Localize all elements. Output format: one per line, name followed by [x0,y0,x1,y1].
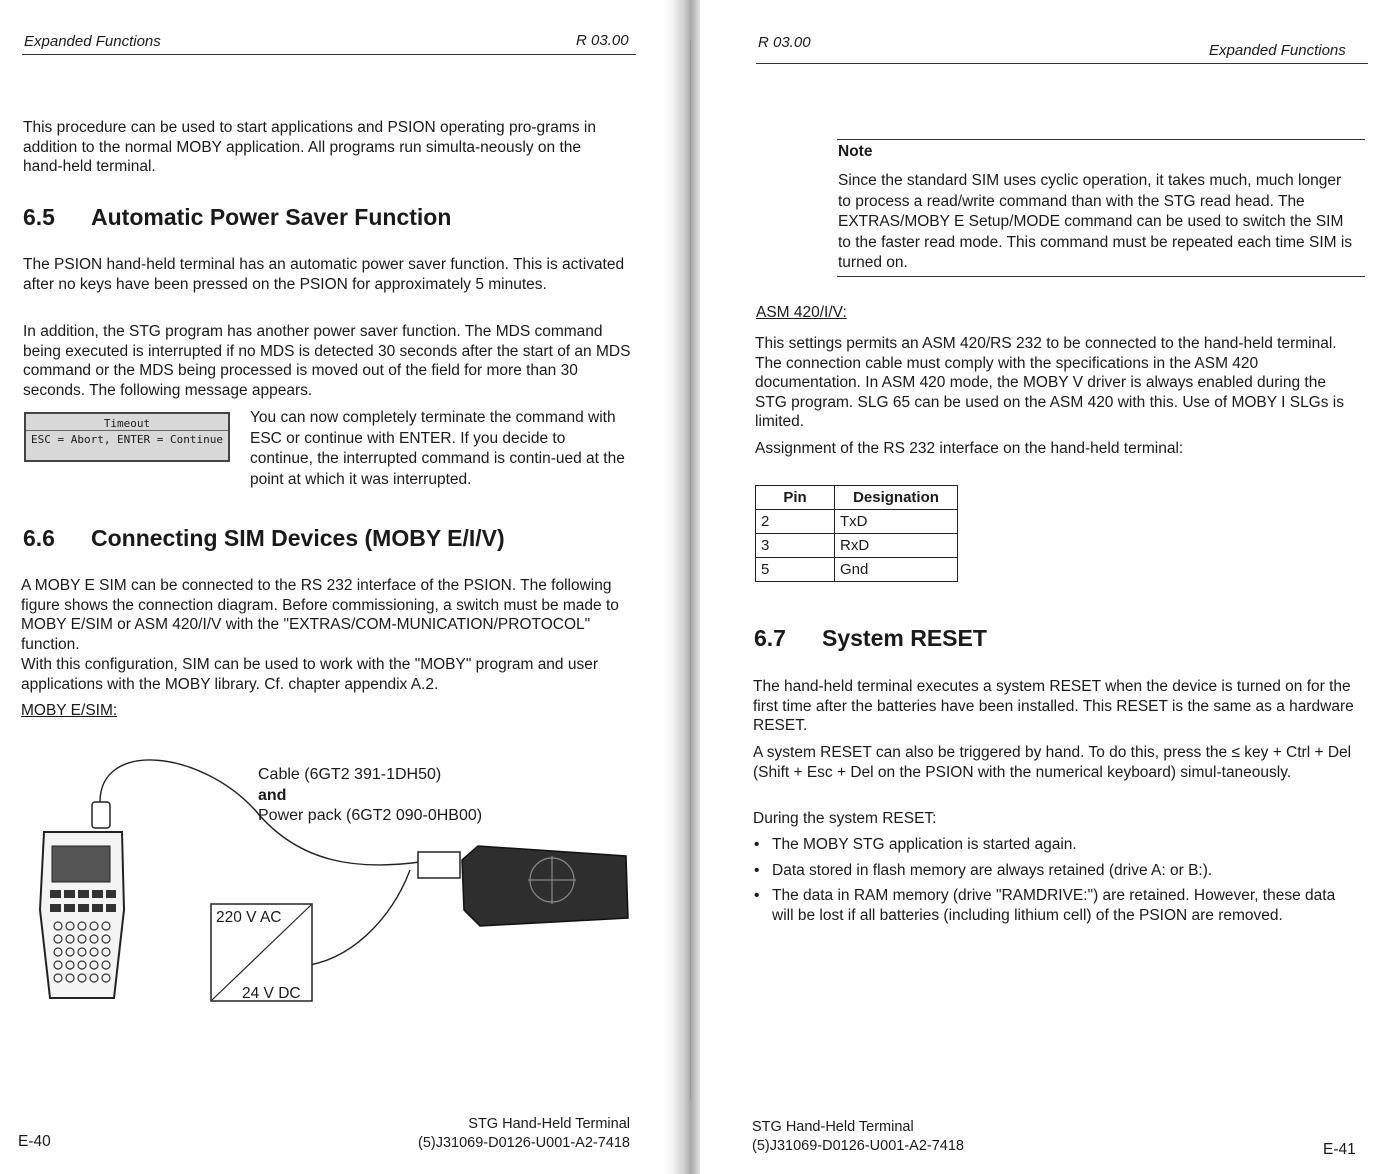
power-cable-line [310,870,410,965]
figure-callout [258,765,482,827]
left-page-number: E-40 [18,1133,51,1150]
table-row [756,534,958,558]
right-footer-line-1: STG Hand-Held Terminal [752,1119,914,1135]
left-header-title: Expanded Functions [24,33,161,50]
section-number: 6.5 [23,204,55,230]
power-saver-paragraph-3: You can now completely terminate the command with ESC or continue with ENTER. If you decide to continue, the interrupted command is contin-ued at the point at which it was interrupted. [250,409,625,488]
left-footer-line-1: STG Hand-Held Terminal [468,1116,630,1132]
handheld-terminal-icon [40,832,124,998]
right-page-number: E-41 [1323,1141,1356,1158]
right-page [700,0,1392,1174]
timeout-message-box [24,412,230,462]
section-title: Automatic Power Saver Function [91,204,452,230]
table-cell: TxD [835,510,958,534]
left-header-rule [22,54,636,55]
book-gutter-line [690,40,691,1100]
intro-paragraph: This procedure can be used to start applications and PSION operating pro-grams in addition to the normal MOBY application. All programs run simulta-neously on the hand-held terminal. [23,119,596,175]
reset-paragraph-2: A system RESET can also be triggered by hand. To do this, press the ≤ key + Ctrl + Del (Shift + Esc + Del on the PSION with the numerical keyboard) simul-taneously. [753,744,1352,781]
sim-connector [418,852,460,878]
table-header-pin: Pin [756,486,835,510]
power-saver-paragraph-1: The PSION hand-held terminal has an automatic power saver function. This is activated after no keys have been pressed on the PSION for approximately 5 minutes. [23,256,625,293]
section-6-7-heading [754,625,987,652]
right-footer-line-2: (5)J31069-D0126-U001-A2-7418 [752,1138,964,1154]
sim-paragraph-1: A MOBY E SIM can be connected to the RS 232 interface of the PSION. The following figure shows the connection diagram. Before commissioning, a switch must be made to MOBY E/SIM or ASM 420/I/V with the "EXTRAS/COM-MUNICATION/PROTOCOL" function. [21,577,619,653]
section-title: Connecting SIM Devices (MOBY E/I/V) [91,525,505,551]
list-item: • The data in RAM memory (drive "RAMDRIVE:") are retained. However, these data will be lost if all batteries (including lithium cell) of the PSION are removed. [753,886,1355,925]
power-pack-label: Power pack (6GT2 090-0HB00) [258,807,483,824]
left-footer [392,1115,630,1153]
moby-e-sim-subheading: MOBY E/SIM: [21,702,118,719]
table-row [756,510,958,534]
section-number: 6.7 [754,625,786,651]
table-row [756,558,958,582]
asm-paragraph-1: This settings permits an ASM 420/RS 232 to be connected to the hand-held terminal. The connection cable must comply with the specifications in the ASM 420 documentation. In ASM 420 mode, the MOBY V driver is always enabled during the STG program. SLG 65 can be used on the ASM 420 with this. Use of MOBY I SLGs is limited. [755,335,1344,430]
asm-subheading: ASM 420/I/V: [756,304,847,321]
dc-label: 24 V DC [242,985,301,1002]
note-title: Note [838,143,873,160]
reset-bullet-list [753,835,1355,931]
right-header-revision: R 03.00 [758,34,811,51]
sim-device-icon [462,846,628,926]
note-top-rule [837,139,1365,140]
note-bottom-rule [837,276,1365,277]
asm-paragraph-2: Assignment of the RS 232 interface on the hand-held terminal: [755,440,1184,457]
list-item: • The MOBY STG application is started again. [753,835,1355,855]
rs232-pin-table [755,485,958,582]
timeout-message-title: Timeout [26,417,228,431]
table-header-row [756,486,958,510]
table-cell: Gnd [835,558,958,582]
reset-paragraph-3: During the system RESET: [753,810,937,827]
reset-paragraph-1: The hand-held terminal executes a system RESET when the device is turned on for the first time after the batteries have been installed. This RESET is the same as a hardware RESET. [753,678,1354,734]
section-6-5-heading [23,204,451,231]
section-6-6-heading [23,525,505,552]
timeout-message-line: ESC = Abort, ENTER = Continue [30,433,224,446]
handheld-connector [92,802,110,828]
table-cell: 5 [756,558,835,582]
section-title: System RESET [822,625,987,651]
left-header-revision: R 03.00 [576,32,629,49]
power-saver-paragraph-2: In addition, the STG program has another power saver function. The MDS command being executed is interrupted if no MDS is detected 30 seconds after the start of an MDS command or the MDS being processed is moved out of the field for more than 30 seconds. The following message appears. [23,323,631,399]
sim-paragraph-2: With this configuration, SIM can be used to work with the "MOBY" program and user applications with the MOBY library. Cf. chapter appendix A.2. [21,656,599,693]
list-item: • Data stored in flash memory are always retained (drive A: or B:). [753,861,1355,881]
cable-label: Cable (6GT2 391-1DH50) [258,766,442,783]
right-header-title: Expanded Functions [1209,42,1346,59]
table-cell: 2 [756,510,835,534]
section-number: 6.6 [23,525,55,551]
table-cell: RxD [835,534,958,558]
right-header-rule [756,63,1368,64]
left-footer-line-2: (5)J31069-D0126-U001-A2-7418 [418,1135,630,1151]
note-text: Since the standard SIM uses cyclic operation, it takes much, much longer to process a read/write command than with the STG read head. The EXTRAS/MOBY E Setup/MODE command can be used to switch the SIM to the faster read mode. This command must be repeated each time SIM is turned on. [838,172,1353,271]
ac-label: 220 V AC [216,909,282,926]
table-cell: 3 [756,534,835,558]
right-footer [752,1118,964,1156]
left-page [0,0,676,1174]
and-label: and [258,786,287,804]
table-header-designation: Designation [835,486,958,510]
